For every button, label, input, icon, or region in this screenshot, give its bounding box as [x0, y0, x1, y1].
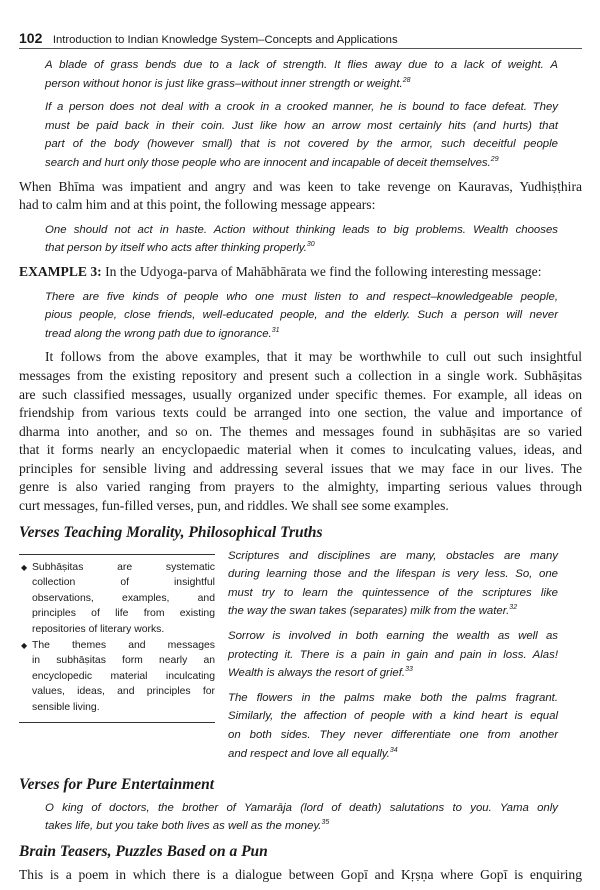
- block-quote: [228, 689, 558, 763]
- text-line: [228, 547, 558, 566]
- line-text: part of the body (however small) that is not covered by the armor, such deceitful people: [45, 138, 558, 151]
- body-paragraph: [19, 178, 582, 215]
- line-text: friendship from various texts could be arranged into one section, the value and importance of: [19, 405, 582, 421]
- line-text: messages from the existing repository and present such a collection in a single work. Subhāṣitas: [19, 367, 582, 383]
- line-text: If a person does not deal with a crook in a crooked manner, he is bound to face defeat. They: [45, 101, 558, 114]
- footnote-marker: 33: [405, 666, 413, 674]
- text-line: [228, 689, 558, 708]
- text-line: [45, 239, 558, 258]
- line-text: takes life, but you take both lives as well as the money.: [45, 820, 322, 833]
- line-text: had to calm him and at this point, the following message appears:: [19, 197, 376, 213]
- line-text: observations, examples, and: [32, 592, 215, 604]
- line-text: repositories of literary works.: [32, 624, 165, 636]
- block-quote: [45, 288, 558, 344]
- text-line: [32, 684, 215, 700]
- text-line: [45, 799, 558, 818]
- text-line: [45, 306, 558, 325]
- line-text: Scriptures and disciplines are many, obstacles are many: [228, 549, 558, 562]
- text-line: [45, 56, 558, 75]
- text-line: [32, 591, 215, 607]
- line-text: tread along the wrong path due to ignorance.: [45, 327, 272, 340]
- line-text: principles for sensible living and addressing several issues that we may face in our lives. The: [19, 460, 582, 476]
- text-line: [32, 622, 215, 638]
- diamond-bullet-icon: ◆: [21, 562, 28, 572]
- text-line: [45, 817, 558, 836]
- body-paragraph: [19, 866, 582, 885]
- body-paragraph: [19, 348, 582, 515]
- text-line: [228, 584, 558, 603]
- section-heading: Brain Teasers, Puzzles Based on a Pun: [19, 842, 268, 860]
- text-line: [19, 866, 582, 885]
- text-line: [32, 560, 215, 576]
- page-content: [19, 56, 582, 890]
- section-heading: Verses for Pure Entertainment: [19, 775, 215, 793]
- text-line: [32, 653, 215, 669]
- line-text: that it forms nearly an encyclopaedic material when it comes to inculcating values, ideas, and: [19, 442, 582, 458]
- block-quote: [45, 221, 558, 258]
- footnote-marker: 28: [402, 76, 411, 84]
- line-text: collection of insightful: [32, 577, 215, 589]
- line-text: must try to learn the quintessence of the scriptures like: [228, 586, 558, 599]
- text-line: [19, 497, 582, 516]
- text-line: [19, 404, 582, 423]
- diamond-bullet-icon: ◆: [21, 640, 28, 650]
- text-line: [45, 325, 558, 344]
- two-column-section: [19, 547, 582, 771]
- page-number: 102: [19, 30, 43, 46]
- line-text: that person by itself who acts after thinking properly.: [45, 242, 307, 255]
- line-text: on both sides. They never differentiate one from another: [228, 729, 558, 741]
- text-line: [228, 627, 558, 646]
- line-text: dharma into another, and so on. The themes and messages found in subhāṣitas are so varied: [19, 423, 582, 439]
- footnote-marker: 35: [321, 819, 330, 827]
- line-text: genre is also varied ranging from prayers to the almighty, imparting serious values through: [19, 479, 582, 495]
- footnote-marker: 34: [389, 746, 398, 754]
- line-text: O king of doctors, the brother of Yamarāja (lord of death) salutations to you. Yama only: [45, 801, 558, 814]
- block-quote: [228, 547, 558, 621]
- text-line: [228, 745, 558, 764]
- text-line: [228, 664, 558, 683]
- line-text: A blade of grass bends due to a lack of strength. It flies away due to a lack of weight. A: [45, 59, 558, 71]
- key-points-box: [19, 554, 215, 723]
- block-quote: [45, 98, 558, 172]
- text-line: [19, 460, 582, 479]
- block-quote: [45, 799, 558, 836]
- line-text: The themes and messages: [32, 639, 215, 651]
- text-line: [32, 669, 215, 685]
- text-line: [19, 196, 582, 215]
- line-text: Sorrow is involved in both earning the wealth as well as: [228, 630, 558, 643]
- text-line: [45, 154, 558, 173]
- line-text: In the Udyoga-parva of Mahābhārata we find the following interesting message:: [101, 263, 542, 279]
- block-quote: [228, 627, 558, 683]
- text-line: [228, 565, 558, 584]
- text-line: [228, 707, 558, 726]
- text-line: [32, 700, 215, 716]
- line-text: This is a poem in which there is a dialogue between Gopī and Kṛṣṇa where Gopī is enquiring: [19, 866, 582, 882]
- line-text: The flowers in the palms make both the palms fragrant.: [228, 691, 558, 704]
- running-title: Introduction to Indian Knowledge System–Concepts and Applications: [52, 34, 398, 46]
- line-text: principles of life from existing: [32, 608, 215, 620]
- footnote-marker: 32: [509, 604, 518, 612]
- block-quote: [45, 56, 558, 93]
- line-text: values, ideas, and principles for: [32, 686, 215, 698]
- line-text: Subhāṣitas are systematic: [32, 561, 215, 573]
- text-line: [45, 117, 558, 136]
- text-line: [45, 288, 558, 307]
- verse-column: [228, 547, 558, 770]
- line-text: When Bhīma was impatient and angry and was keen to take revenge on Kauravas, Yudhiṣṭhira: [19, 178, 582, 194]
- line-text: search and hurt only those people who are innocent and incapable of deceit themselves.: [45, 156, 491, 169]
- text-line: [45, 135, 558, 154]
- line-text: and respect and love all equally.: [228, 747, 390, 760]
- text-line: [45, 221, 558, 240]
- text-line: [19, 178, 582, 197]
- line-text: during learning those and the lifespan is very less. So, one: [228, 568, 558, 581]
- text-line: [19, 441, 582, 460]
- line-text: protecting it. There is a pain in gain and pain in loss. Alas!: [228, 648, 558, 661]
- line-text: in subhāṣitas form nearly an: [32, 655, 215, 667]
- text-line: [228, 602, 558, 621]
- line-text: It follows from the above examples, that it may be worthwhile to cull out such insightful: [45, 349, 582, 365]
- line-text: pious people, close friends, well-educated people, and the elderly. Such a person will never: [45, 309, 558, 322]
- key-point-item: [19, 638, 215, 716]
- text-line: [19, 423, 582, 442]
- section-heading: Verses Teaching Morality, Philosophical Truths: [19, 523, 323, 541]
- line-text: must be paid back in their coin. Just like how an arrow most certainly hits (and hurts) that: [45, 119, 558, 132]
- text-line: [32, 606, 215, 622]
- line-text: There are five kinds of people who one must listen to and respect–knowledgeable people,: [45, 290, 558, 303]
- text-line: [19, 263, 582, 282]
- text-line: [228, 726, 558, 745]
- line-text: are such classified messages, usually organized under specific themes. For example, all ideas on: [19, 386, 582, 402]
- text-line: [228, 646, 558, 665]
- footnote-marker: 29: [490, 155, 499, 163]
- line-text: curt messages, fun-filled verses, pun, and riddles. We shall see some examples.: [19, 498, 449, 514]
- key-point-item: [19, 560, 215, 638]
- line-text: encyclopedic material inculcating: [32, 670, 215, 682]
- line-text: sensible living.: [32, 702, 100, 713]
- text-line: [19, 478, 582, 497]
- text-line: [19, 386, 582, 405]
- line-text: person without honor is just like grass–without inner strength or weight.: [45, 77, 403, 90]
- example-label: EXAMPLE 3:: [19, 263, 102, 279]
- text-line: [45, 98, 558, 117]
- line-text: Wealth is always the resort of grief.: [228, 667, 406, 680]
- footnote-marker: 30: [306, 241, 315, 249]
- running-header: [19, 30, 582, 49]
- text-line: [19, 348, 582, 367]
- line-text: the way the swan takes (separates) milk from the water.: [228, 605, 510, 618]
- text-line: [45, 75, 558, 94]
- line-text: One should not act in haste. Action without thinking leads to big problems. Wealth chooses: [45, 223, 558, 236]
- text-line: [19, 367, 582, 386]
- footnote-marker: 31: [271, 326, 280, 334]
- text-line: [32, 638, 215, 654]
- text-line: [32, 575, 215, 591]
- line-text: Similarly, the affection of people with a kind heart is equal: [228, 710, 558, 723]
- body-paragraph: [19, 263, 582, 282]
